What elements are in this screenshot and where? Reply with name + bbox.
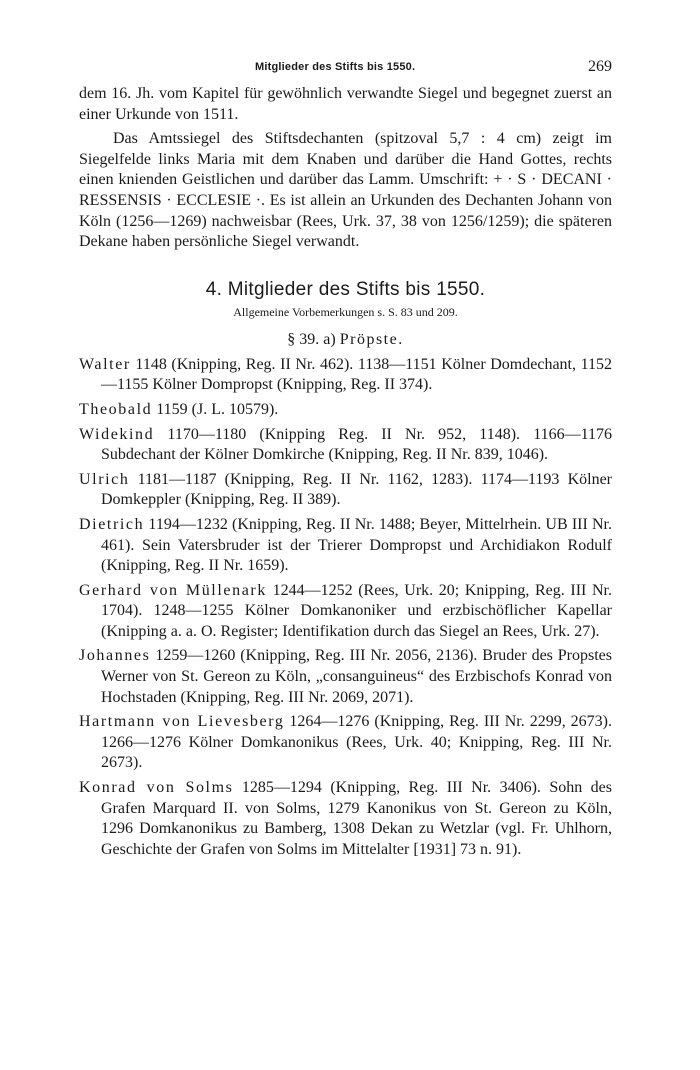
entry-text: 1285—1294 (Knipping, Reg. III Nr. 3406). Sohn des Grafen Marquard II. von Solms, 1279 Kanonikus von St. Gereon zu Köln, 1296 Domkanonikus zu Bamberg, 1308 Dekan zu Wetzlar (vgl. Fr. Uhlhorn, Geschichte der Grafen von Solms im Mittelalter [1931] 73 n. 91). [101, 779, 612, 858]
entry-text: 1244—1252 (Rees, Urk. 20; Knipping, Reg. III Nr. 1704). 1248—1255 Kölner Domkanoniker und erzbischöflicher Kapellar (Knipping a. a. O. Register; Identifikation durch das Siegel an Rees, Urk. 27). [101, 581, 612, 640]
section-title: 4. Mitglieder des Stifts bis 1550. [205, 278, 486, 300]
paragraph-number: § 39. a) [287, 330, 336, 348]
list-item [79, 470, 612, 511]
entry-text: 1264—1276 (Knipping, Reg. III Nr. 2299, 2673). 1266—1276 Kölner Domkanonikus (Rees, Urk. 40; Knipping, Reg. III Nr. 2673). [101, 713, 612, 772]
entry-name: Johannes [79, 647, 151, 665]
paragraph-heading [79, 331, 612, 349]
intro-paragraph-2: Das Amtssiegel des Stiftsdechanten (spitzoval 5,7 : 4 cm) zeigt im Siegelfelde links Maria mit dem Knaben und darüber die Hand Gottes, rechts einen knienden Geistlichen und darüber das Lamm. Umschrift: + · S · DECANI · RESSENSIS · ECCLESIE ·. Es ist allein an Urkunden des Dechanten Johann von Köln (1256—1269) nachweisbar (Rees, Urk. 37, 38 von 1256/1259); die späteren Dekane haben persönliche Siegel verwandt. [79, 130, 612, 251]
entry-text: 1181—1187 (Knipping, Reg. II Nr. 1162, 1283). 1174—1193 Kölner Domkeppler (Knipping, Reg. II 389). [101, 470, 612, 509]
paragraph-title: Pröpste. [339, 330, 404, 348]
entry-name: Dietrich [79, 515, 145, 533]
entry-name: Ulrich [79, 470, 130, 488]
list-item [79, 778, 612, 860]
list-item [79, 355, 612, 396]
book-page [79, 54, 612, 864]
list-item [79, 712, 612, 774]
entry-name: Widekind [79, 425, 155, 443]
entry-list [79, 355, 612, 861]
list-item [79, 515, 612, 577]
entry-name: Hartmann von Lievesberg [79, 713, 285, 731]
entry-text: 1194—1232 (Knipping, Reg. II Nr. 1488; Beyer, Mittelrhein. UB III Nr. 461). Sein Vatersbruder ist der Trierer Dompropst und Archidiakon Rodulf (Knipping, Reg. II Nr. 1659). [101, 515, 612, 575]
entry-name: Theobald [79, 400, 153, 418]
list-item [79, 400, 612, 421]
intro-paragraph-1: dem 16. Jh. vom Kapitel für gewöhnlich verwandte Siegel und begegnet zuerst an einer Urkunde von 1511. [79, 85, 612, 123]
entry-name: Walter [79, 355, 131, 373]
running-head-title: Mitglieder des Stifts bis 1550. [255, 61, 416, 73]
list-item [79, 646, 612, 708]
entry-name: Gerhard von Müllenark [79, 581, 267, 599]
entry-text: 1159 (J. L. 10579). [152, 400, 279, 418]
page-number: 269 [588, 58, 612, 75]
list-item [79, 581, 612, 643]
running-head [79, 54, 612, 84]
list-item [79, 425, 612, 466]
section-subtitle: Allgemeine Vorbemerkungen s. S. 83 und 209. [233, 304, 458, 319]
entry-name: Konrad von Solms [79, 779, 234, 797]
entry-text: 1148 (Knipping, Reg. II Nr. 462). 1138—1151 Kölner Domdechant, 1152—1155 Kölner Dompropst (Knipping, Reg. II 374). [101, 355, 612, 394]
entry-text: 1170—1180 (Knipping Reg. II Nr. 952, 1148). 1166—1176 Subdechant der Kölner Domkirche (Knipping, Reg. II Nr. 839, 1046). [101, 425, 612, 464]
entry-text: 1259—1260 (Knipping, Reg. III Nr. 2056, 2136). Bruder des Propstes Werner von St. Gereon zu Köln, „consanguineus“ des Erzbischofs Konrad von Hochstaden (Knipping, Reg. III Nr. 2069, 2071). [101, 647, 612, 706]
